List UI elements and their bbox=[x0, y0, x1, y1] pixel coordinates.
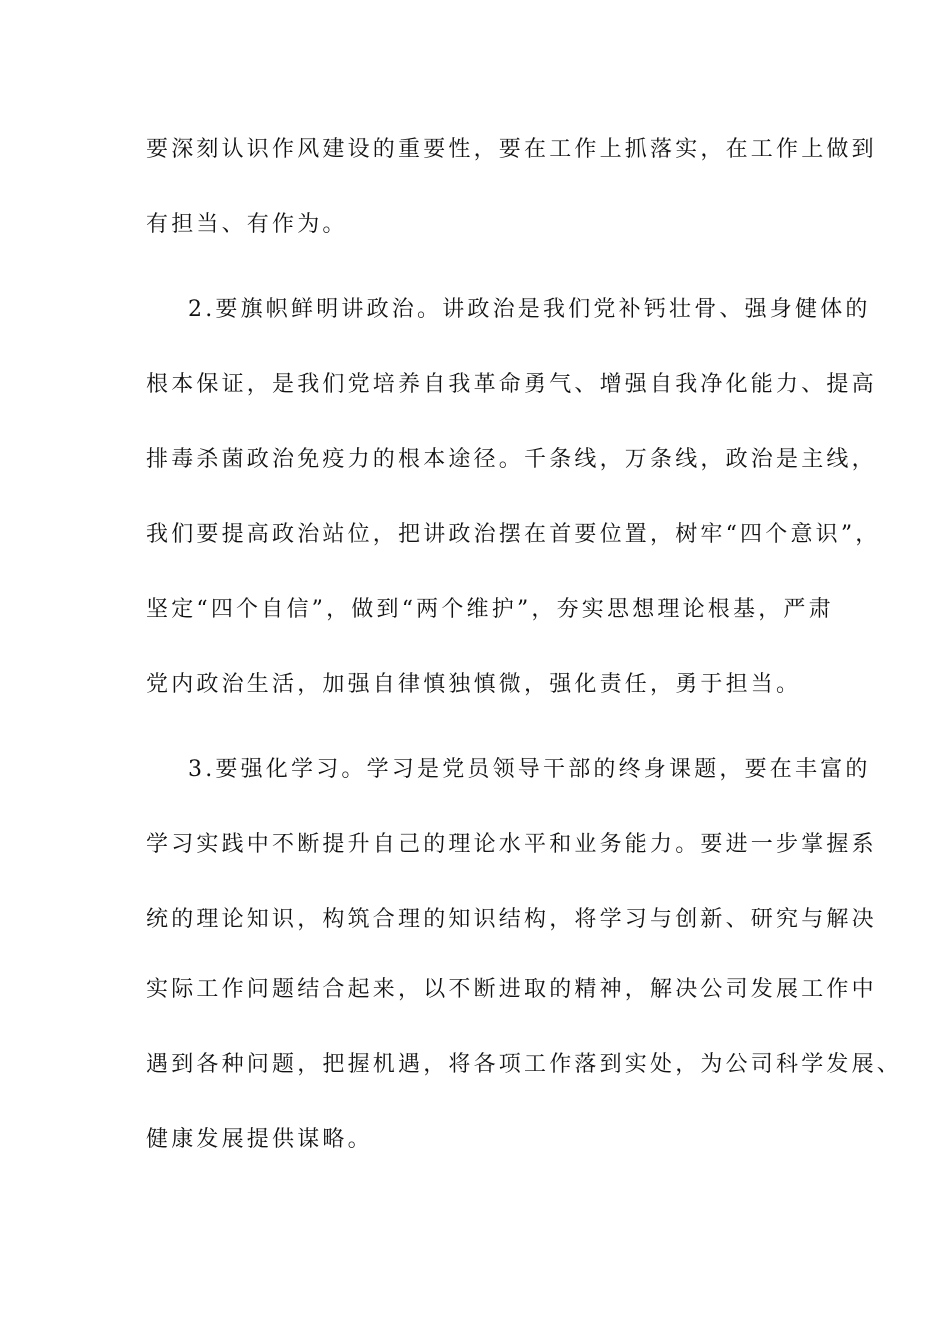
text-line: 统的理论知识，构筑合理的知识结构，将学习与创新、研究与解决 bbox=[146, 907, 877, 932]
text-line: 遇到各种问题，把握机遇，将各项工作落到实处，为公司科学发展、 bbox=[146, 1052, 903, 1077]
text-line: 实际工作问题结合起来，以不断进取的精神，解决公司发展工作中 bbox=[146, 977, 877, 1002]
text-line: 排毒杀菌政治免疫力的根本途径。千条线，万条线，政治是主线， bbox=[146, 447, 877, 472]
text-line: 根本保证，是我们党培养自我革命勇气、增强自我净化能力、提高 bbox=[146, 372, 877, 397]
text-line: 坚定“四个自信”，做到“两个维护”，夯实思想理论根基，严肃 bbox=[146, 597, 834, 622]
text-line: 我们要提高政治站位，把讲政治摆在首要位置，树牢“四个意识”， bbox=[146, 522, 881, 547]
text-line: 健康发展提供谋略。 bbox=[146, 1127, 373, 1152]
text-line: 学习实践中不断提升自己的理论水平和业务能力。要进一步掌握系 bbox=[146, 832, 877, 857]
text-line: 党内政治生活，加强自律慎独慎微，强化责任，勇于担当。 bbox=[146, 672, 802, 697]
text-line: 要深刻认识作风建设的重要性，要在工作上抓落实，在工作上做到 bbox=[146, 137, 877, 162]
paragraph-2-first-line: 2.要旗帜鲜明讲政治。讲政治是我们党补钙壮骨、强身健体的 bbox=[188, 297, 871, 322]
text-line: 有担当、有作为。 bbox=[146, 212, 348, 237]
paragraph-3-first-line: 3.要强化学习。学习是党员领导干部的终身课题，要在丰富的 bbox=[188, 757, 871, 782]
